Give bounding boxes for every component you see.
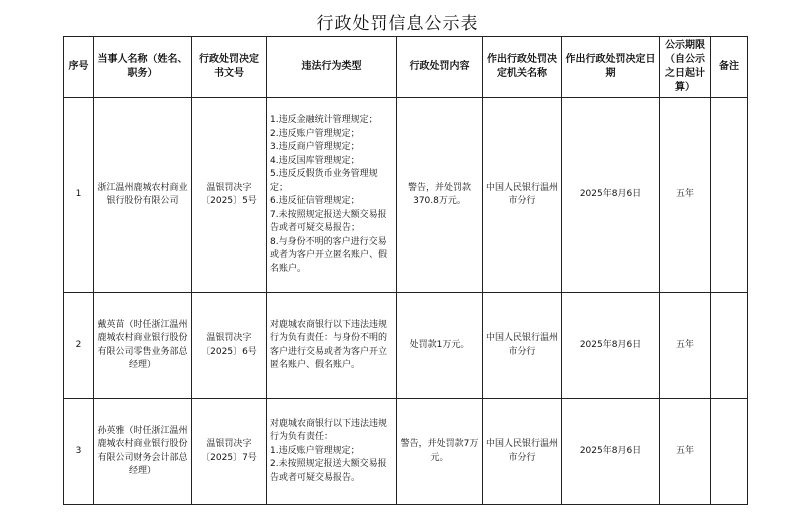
cell-authority: 中国人民银行温州市分行: [483, 293, 562, 399]
table-row: [64, 293, 748, 399]
cell-content: 警告，并处罚款7万元。: [397, 399, 483, 505]
cell-doc-no: 温银罚决字〔2025〕7号: [192, 399, 267, 505]
cell-doc-no: 温银罚决字〔2025〕5号: [192, 98, 267, 293]
cell-period: 五年: [660, 98, 711, 293]
cell-period: 五年: [660, 293, 711, 399]
cell-date: 2025年8月6日: [562, 293, 660, 399]
table-row: [64, 98, 748, 293]
cell-seq: 3: [64, 399, 94, 505]
cell-content: 警告，并处罚款370.8万元。: [397, 98, 483, 293]
cell-party: 戴英苗（时任浙江温州鹿城农村商业银行股份有限公司零售业务部总经理）: [94, 293, 192, 399]
cell-date: 2025年8月6日: [562, 399, 660, 505]
cell-remark: [711, 98, 748, 293]
page-title: 行政处罚信息公示表: [316, 14, 479, 34]
header-remark: 备注: [711, 37, 748, 98]
cell-doc-no: 温银罚决字〔2025〕6号: [192, 293, 267, 399]
penalty-table: [63, 36, 748, 505]
table-row: [64, 399, 748, 505]
header-doc-no: 行政处罚决定书文号: [192, 37, 267, 98]
header-party: 当事人名称（姓名、职务）: [94, 37, 192, 98]
cell-violation: 对鹿城农商银行以下违法违规行为负有责任：与身份不明的客户进行交易或者为客户开立匿名账户、假名账户。: [267, 293, 397, 399]
cell-seq: 1: [64, 98, 94, 293]
cell-violation: 1.违反金融统计管理规定； 2.违反账户管理规定； 3.违反商户管理规定； 4.违反国库管理规定； 5.违反反假货币业务管理规定； 6.违反征信管理规定； 7.未按照规定报送大额交易报告或者可疑交易报告； 8.与身份不明的客户进行交易或者为客户开立匿名账户、假名账户。: [267, 98, 397, 293]
cell-seq: 2: [64, 293, 94, 399]
cell-period: 五年: [660, 399, 711, 505]
header-date: 作出行政处罚决定日期: [562, 37, 660, 98]
header-authority: 作出行政处罚决定机关名称: [483, 37, 562, 98]
cell-remark: [711, 399, 748, 505]
cell-content: 处罚款1万元。: [397, 293, 483, 399]
cell-date: 2025年8月6日: [562, 98, 660, 293]
header-period: 公示期限（自公示之日起计算）: [660, 37, 711, 98]
header-row: [64, 37, 748, 98]
cell-violation: 对鹿城农商银行以下违法违规行为负有责任： 1.违反账户管理规定； 2.未按照规定报送大额交易报告或者可疑交易报告。: [267, 399, 397, 505]
header-content: 行政处罚内容: [397, 37, 483, 98]
cell-party: 孙英雅（时任浙江温州鹿城农村商业银行股份有限公司财务会计部总经理）: [94, 399, 192, 505]
cell-party: 浙江温州鹿城农村商业银行股份有限公司: [94, 98, 192, 293]
cell-authority: 中国人民银行温州市分行: [483, 399, 562, 505]
header-violation: 违法行为类型: [267, 37, 397, 98]
cell-authority: 中国人民银行温州市分行: [483, 98, 562, 293]
header-seq: 序号: [64, 37, 94, 98]
cell-remark: [711, 293, 748, 399]
